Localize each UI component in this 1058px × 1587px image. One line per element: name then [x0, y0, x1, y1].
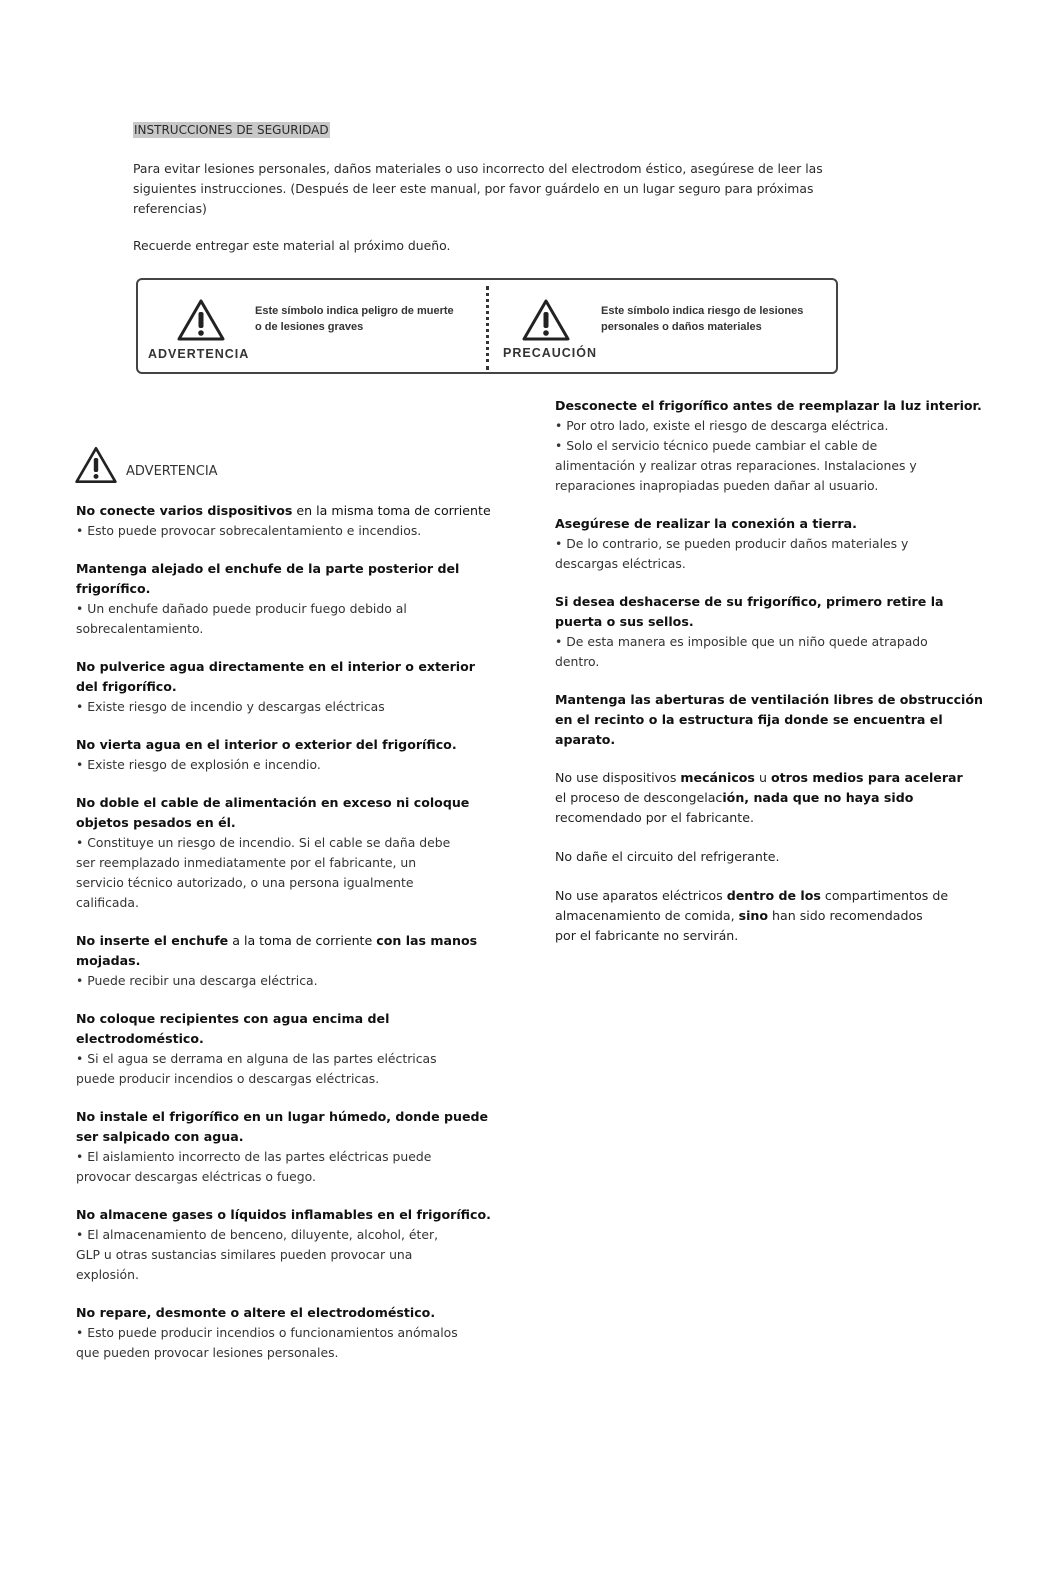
warning-item-body: • Puede recibir una descarga eléctrica.	[76, 973, 318, 988]
warning-item-title: Asegúrese de realizar la conexión a tierra.	[555, 516, 857, 531]
warning-item-title: No conecte varios dispositivos en la misma toma de corriente	[76, 503, 491, 518]
defrost-note: No use dispositivos mecánicos u otros medios para acelerar el proceso de descongelación, nada que no haya sido recomendado por el fabricante.	[555, 770, 963, 825]
appliances-note: No use aparatos eléctricos dentro de los compartimentos de almacenamiento de comida, sino han sido recomendados por el fabricante no servirán.	[555, 888, 949, 943]
warning-triangle-icon	[176, 298, 226, 342]
warning-item	[76, 735, 496, 775]
warning-item-body: • Un enchufe dañado puede producir fuego debido al sobrecalentamiento.	[76, 601, 407, 636]
warning-description-line: Este símbolo indica peligro de muerte	[255, 305, 454, 317]
warning-item-body: • Si el agua se derrama en alguna de las partes eléctricas puede producir incendios o descargas eléctricas.	[76, 1051, 437, 1086]
warning-item	[76, 1009, 496, 1089]
warning-item	[76, 1205, 496, 1285]
warning-item-body: • Esto puede provocar sobrecalentamiento e incendios.	[76, 523, 422, 538]
warning-item	[555, 690, 985, 750]
warning-item-body: • Por otro lado, existe el riesgo de descarga eléctrica. • Solo el servicio técnico puede cambiar el cable de alimentación y realizar otras reparaciones. Instalaciones y reparaciones inapropiadas pueden dañar al usuario.	[555, 418, 917, 493]
warning-item-body: • Constituye un riesgo de incendio. Si el cable se daña debe ser reemplazado inmediatamente por el fabricante, un servicio técnico autorizado, o una persona igualmente calificada.	[76, 835, 451, 910]
warning-item	[76, 559, 496, 639]
warning-item-title: No pulverice agua directamente en el interior o exterior del frigorífico.	[76, 659, 475, 694]
warning-item-title: No repare, desmonte o altere el electrodoméstico.	[76, 1305, 436, 1320]
caution-label: PRECAUCIÓN	[503, 346, 598, 360]
intro-line: referencias)	[133, 201, 207, 216]
warning-item-title: No doble el cable de alimentación en exceso ni coloque objetos pesados en él.	[76, 795, 470, 830]
warning-item	[76, 793, 496, 913]
warning-section-label: ADVERTENCIA	[126, 464, 218, 479]
right-warning-column	[555, 396, 985, 965]
warning-item-body: • De lo contrario, se pueden producir daños materiales y descargas eléctricas.	[555, 536, 909, 571]
symbol-divider	[486, 286, 489, 370]
warning-item-title: No instale el frigorífico en un lugar húmedo, donde puede ser salpicado con agua.	[76, 1109, 489, 1144]
caution-description	[601, 303, 831, 335]
intro-line: Para evitar lesiones personales, daños materiales o uso incorrecto del electrodom éstico, asegúrese de leer las	[133, 161, 823, 176]
warning-item	[76, 657, 496, 717]
warning-item-title: No almacene gases o líquidos inflamables en el frigorífico.	[76, 1207, 491, 1222]
warning-item	[76, 501, 496, 541]
warning-description	[255, 303, 485, 335]
caution-description-line: Este símbolo indica riesgo de lesiones	[601, 305, 804, 317]
symbol-legend-box	[136, 278, 838, 374]
warning-item	[555, 514, 985, 574]
intro-line: siguientes instrucciones. (Después de leer este manual, por favor guárdelo en un lugar seguro para próximas	[133, 181, 814, 196]
warning-item	[76, 931, 496, 991]
warning-item-title: Desconecte el frigorífico antes de reemplazar la luz interior.	[555, 398, 982, 413]
page-heading: INSTRUCCIONES DE SEGURIDAD	[134, 123, 329, 137]
warning-item-title: No vierta agua en el interior o exterior del frigorífico.	[76, 737, 457, 752]
warning-item-title: Si desea deshacerse de su frigorífico, primero retire la puerta o sus sellos.	[555, 594, 944, 629]
warning-item-title: Mantenga las aberturas de ventilación libres de obstrucción en el recinto o la estructura fija donde se encuentra el aparato.	[555, 692, 983, 747]
warning-item-title: No inserte el enchufe a la toma de corriente con las manos mojadas.	[76, 933, 478, 968]
warning-item-body: • El almacenamiento de benceno, diluyente, alcohol, éter, GLP u otras sustancias similares pueden provocar una explosión.	[76, 1227, 439, 1282]
warning-item	[555, 592, 985, 672]
reminder-text: Recuerde entregar este material al próximo dueño.	[133, 238, 451, 253]
caution-description-line: personales o daños materiales	[601, 321, 762, 333]
left-warning-column	[76, 501, 496, 1381]
warning-triangle-icon	[521, 298, 571, 342]
warning-item	[555, 396, 985, 496]
warning-description-line: o de lesiones graves	[255, 321, 364, 333]
warning-item	[76, 1303, 496, 1363]
warning-item-body: • Esto puede producir incendios o funcionamientos anómalos que pueden provocar lesiones personales.	[76, 1325, 458, 1360]
warning-item-title: Mantenga alejado el enchufe de la parte posterior del frigorífico.	[76, 561, 460, 596]
refrigerant-note: No dañe el circuito del refrigerante.	[555, 849, 780, 864]
warning-item-body: • Existe riesgo de explosión e incendio.	[76, 757, 321, 772]
warning-item-body: • Existe riesgo de incendio y descargas eléctricas	[76, 699, 385, 714]
warning-item	[76, 1107, 496, 1187]
warning-item-title: No coloque recipientes con agua encima del electrodoméstico.	[76, 1011, 390, 1046]
warning-label: ADVERTENCIA	[148, 347, 250, 361]
intro-paragraph	[133, 159, 883, 219]
warning-item-body: • De esta manera es imposible que un niño quede atrapado dentro.	[555, 634, 928, 669]
warning-item-body: • El aislamiento incorrecto de las partes eléctricas puede provocar descargas eléctricas o fuego.	[76, 1149, 432, 1184]
warning-triangle-icon	[74, 444, 118, 486]
